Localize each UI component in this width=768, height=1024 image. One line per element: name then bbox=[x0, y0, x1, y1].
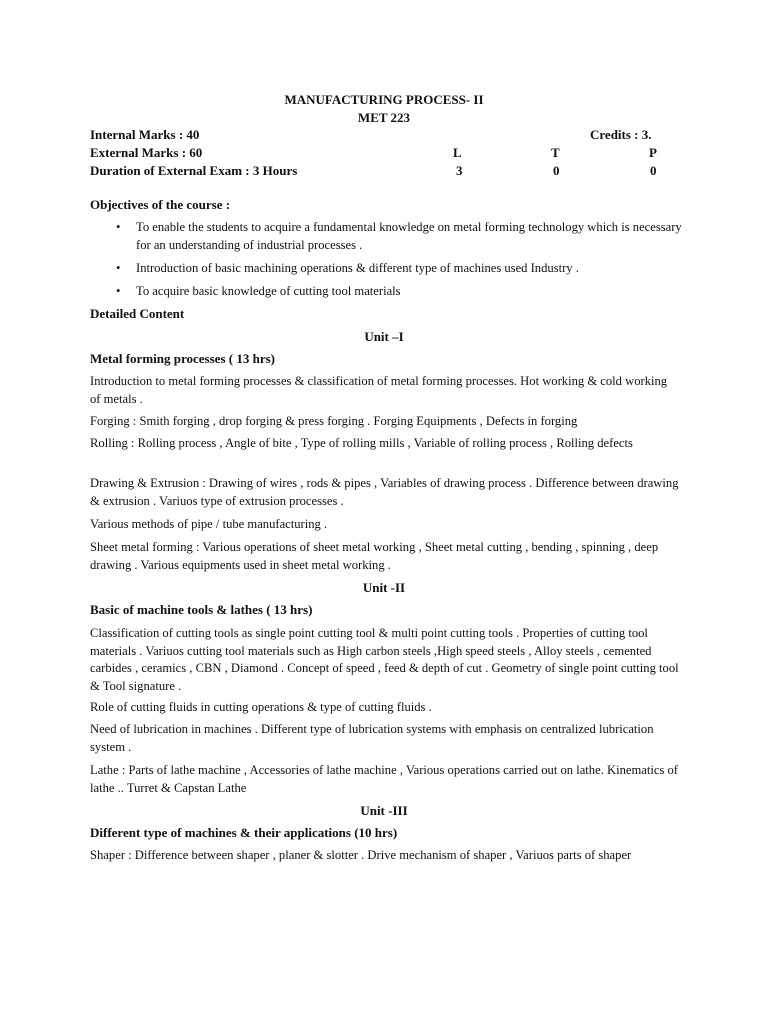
bullet-icon: • bbox=[116, 220, 121, 234]
course-code: MET 223 bbox=[357, 110, 411, 125]
exam-duration: Duration of External Exam : 3 Hours bbox=[90, 163, 298, 178]
unit-paragraph: Introduction to metal forming processes & classification of metal forming processes. Hot working & cold working of metals . bbox=[90, 374, 668, 406]
unit-paragraph: Classification of cutting tools as single point cutting tool & multi point cutting tools . Properties of cutting tool materials . Variuos cutting tool materials such as High carbon steels ,High speed steels , Alloy steels , cemented carbides , ceramics , CBN , Diamond . Concept of speed , feed & depth of cut . Geometry of single point cutting tool & Tool signature . bbox=[90, 626, 679, 693]
ltp-header-p: P bbox=[649, 145, 657, 160]
unit-subheading: Metal forming processes ( 13 hrs) bbox=[90, 351, 275, 366]
unit-paragraph: Sheet metal forming : Various operations of sheet metal working , Sheet metal cutting , bending , spinning , deep drawing . Various equipments used in sheet metal working . bbox=[90, 540, 659, 572]
unit-paragraph: Need of lubrication in machines . Different type of lubrication systems with emphasis on centralized lubrication system . bbox=[90, 722, 654, 754]
unit-paragraph: Role of cutting fluids in cutting operations & type of cutting fluids . bbox=[90, 700, 432, 714]
bullet-icon: • bbox=[116, 261, 121, 275]
bullet-icon: • bbox=[116, 284, 121, 298]
unit-subheading: Different type of machines & their applications (10 hrs) bbox=[90, 825, 398, 840]
external-marks: External Marks : 60 bbox=[90, 145, 203, 160]
unit-paragraph: Shaper : Difference between shaper , planer & slotter . Drive mechanism of shaper , Variuos parts of shaper bbox=[90, 848, 632, 862]
unit-paragraph: Lathe : Parts of lathe machine , Accessories of lathe machine , Various operations carried out on lathe. Kinematics of lathe .. Turret & Capstan Lathe bbox=[90, 763, 678, 795]
ltp-value-t: 0 bbox=[553, 163, 560, 178]
ltp-value-l: 3 bbox=[456, 163, 463, 178]
objective-item bbox=[116, 283, 691, 301]
unit-title: Unit –I bbox=[364, 329, 404, 344]
objective-item bbox=[116, 260, 691, 278]
objective-item bbox=[116, 219, 691, 255]
internal-marks: Internal Marks : 40 bbox=[90, 127, 200, 142]
credits: Credits : 3. bbox=[590, 127, 652, 142]
unit-title: Unit -II bbox=[362, 580, 406, 595]
unit-subheading: Basic of machine tools & lathes ( 13 hrs) bbox=[90, 602, 313, 617]
objective-text: Introduction of basic machining operations & different type of machines used Industry . bbox=[136, 261, 579, 275]
objectives-heading: Objectives of the course : bbox=[90, 197, 231, 212]
detailed-content-heading: Detailed Content bbox=[90, 306, 185, 321]
unit-paragraph: Rolling : Rolling process , Angle of bite , Type of rolling mills , Variable of rolling process , Rolling defects bbox=[90, 436, 633, 450]
course-title: MANUFACTURING PROCESS- II bbox=[284, 92, 484, 107]
ltp-header-l: L bbox=[453, 145, 462, 160]
unit-paragraph: Forging : Smith forging , drop forging & press forging . Forging Equipments , Defects in forging bbox=[90, 414, 578, 428]
unit-paragraph: Drawing & Extrusion : Drawing of wires , rods & pipes , Variables of drawing process . Difference between drawing & extrusion . Variuos type of extrusion processes . bbox=[90, 476, 679, 508]
unit-title: Unit -III bbox=[360, 803, 408, 818]
ltp-header-t: T bbox=[551, 145, 560, 160]
unit-paragraph: Various methods of pipe / tube manufacturing . bbox=[90, 517, 328, 531]
ltp-value-p: 0 bbox=[650, 163, 657, 178]
objective-text: To acquire basic knowledge of cutting tool materials bbox=[136, 284, 401, 298]
objective-text: To enable the students to acquire a fundamental knowledge on metal forming technology which is necessary for an understanding of industrial processes . bbox=[136, 220, 682, 252]
